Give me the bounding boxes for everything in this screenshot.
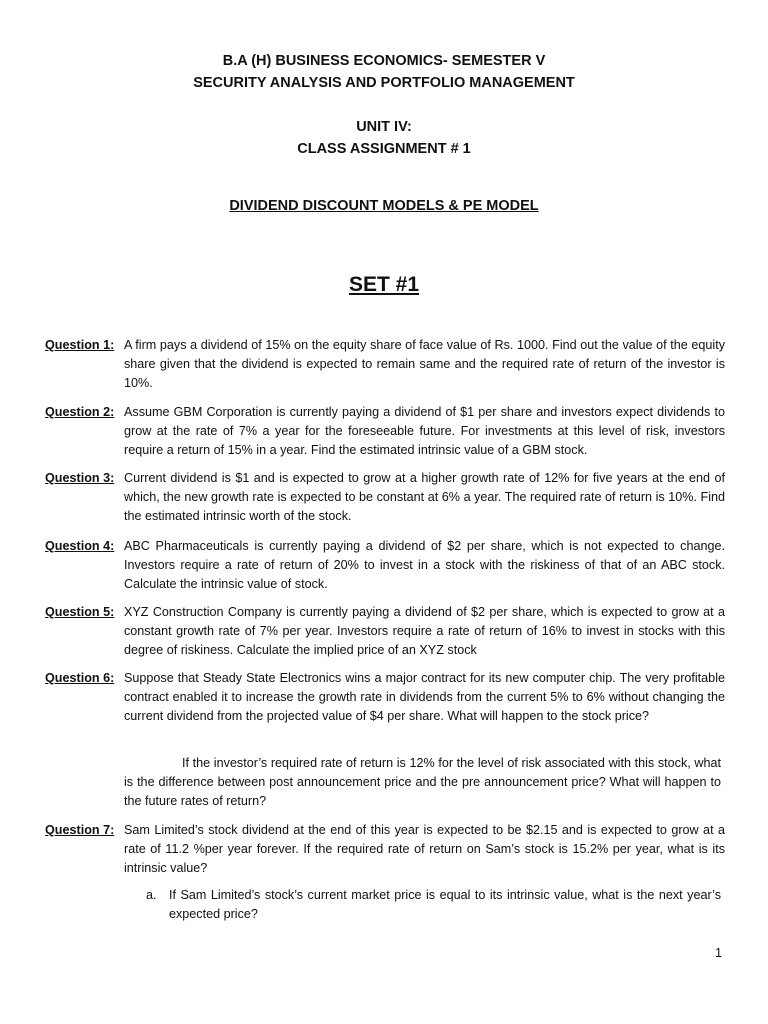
topic-heading: DIVIDEND DISCOUNT MODELS & PE MODEL: [229, 198, 539, 214]
question-2: [45, 403, 725, 460]
question-7: [45, 821, 725, 878]
question-text: Suppose that Steady State Electronics wins a major contract for its new computer chip. The very profitable contract enabled it to increase the growth rate in dividends from the current 5% to 6% without changing the current dividend from the projected value of $4 per share. What will happen to the stock price?: [124, 671, 725, 723]
question-4: [45, 537, 725, 594]
question-label: Question 7:: [45, 823, 115, 837]
question-label: Question 5:: [45, 605, 115, 619]
question-text: A firm pays a dividend of 15% on the equity share of face value of Rs. 1000. Find out the value of the equity share given that the dividend is expected to remain same and the required rate of return of the investor is 10%.: [124, 338, 725, 390]
question-5: [45, 603, 725, 660]
subject-title: SECURITY ANALYSIS AND PORTFOLIO MANAGEMENT: [193, 75, 575, 91]
question-text: Assume GBM Corporation is currently paying a dividend of $1 per share and investors expect dividends to grow at the rate of 7% a year for the foreseeable future. For investments at this level of risk, investors require a return of 15% in a year. Find the estimated intrinsic value of a GBM stock.: [124, 405, 725, 457]
question-text: Sam Limited’s stock dividend at the end of this year is expected to be $2.15 and is expected to grow at a rate of 11.2 %per year forever. If the required rate of return on Sam’s stock is 15.2% per year, what is its intrinsic value?: [124, 823, 725, 875]
question-label: Question 3:: [45, 471, 115, 485]
question-label: Question 6:: [45, 671, 115, 685]
question-6: [45, 669, 725, 726]
question-label: Question 1:: [45, 338, 115, 352]
question-1: [45, 336, 725, 393]
question-text: ABC Pharmaceuticals is currently paying a dividend of $2 per share, which is not expected to change. Investors require a rate of return of 20% to invest in a stock with the riskiness of that of an ABC stock. Calculate the intrinsic value of stock.: [124, 539, 725, 591]
course-title: B.A (H) BUSINESS ECONOMICS- SEMESTER V: [222, 53, 546, 69]
set-heading: SET #1: [348, 273, 420, 296]
question-text: XYZ Construction Company is currently paying a dividend of $2 per share, which is expected to grow at a constant growth rate of 7% per year. Investors require a rate of return of 16% to invest in stocks with this degree of riskiness. Calculate the implied price of an XYZ stock: [124, 605, 725, 657]
subpart-text: If Sam Limited’s stock’s current market price is equal to its intrinsic value, what is the next year’s expected price?: [169, 888, 721, 921]
question-7-subpart-a: [146, 886, 721, 924]
question-6-continuation: If the investor’s required rate of return is 12% for the level of risk associated with this stock, what is the difference between post announcement price and the pre announcement price? What will happen to the future rates of return?: [124, 756, 721, 808]
assignment-title: CLASS ASSIGNMENT # 1: [297, 141, 471, 157]
subpart-marker: a.: [146, 888, 157, 902]
question-3: [45, 469, 725, 526]
question-label: Question 2:: [45, 405, 115, 419]
page-number: 1: [714, 946, 722, 960]
question-text: Current dividend is $1 and is expected to grow at a higher growth rate of 12% for five years at the end of which, the new growth rate is expected to be constant at 6% a year. The required rate of return is 10%. Find the estimated intrinsic worth of the stock.: [124, 471, 725, 523]
question-label: Question 4:: [45, 539, 115, 553]
unit-title: UNIT IV:: [356, 119, 412, 135]
